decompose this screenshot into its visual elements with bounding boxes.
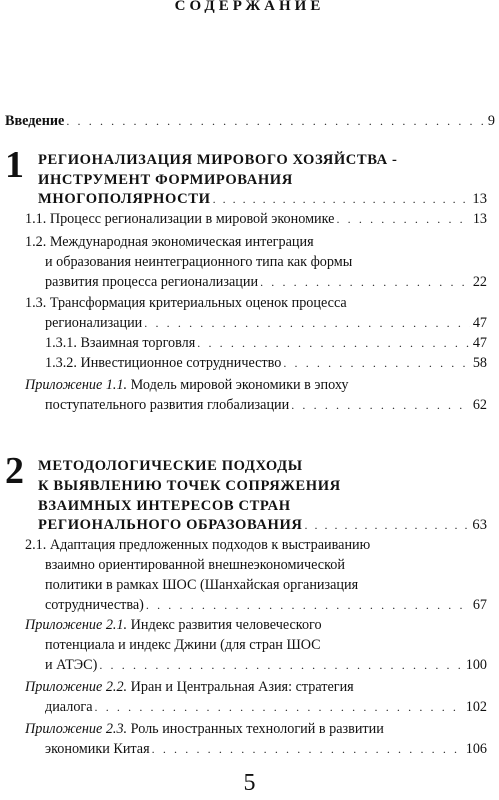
- leader-dots: [291, 396, 470, 414]
- toc-page-number: 100: [465, 657, 487, 673]
- toc-entry-appendix-2-1[interactable]: [45, 656, 487, 674]
- toc-page-number: 106: [465, 741, 487, 757]
- toc-entry-chapter2[interactable]: [38, 516, 487, 534]
- toc-entry-introduction[interactable]: [5, 112, 495, 130]
- toc-entry-1-3-1[interactable]: [45, 334, 487, 352]
- chapter-title-line: РЕГИОНАЛИЗАЦИЯ МИРОВОГО ХОЗЯЙСТВА -: [38, 152, 398, 168]
- appendix-title-line: Роль иностранных технологий в развитии: [130, 721, 384, 737]
- toc-entry-appendix-2-3[interactable]: [45, 740, 487, 758]
- toc-entry-label: поступательного развития глобализации: [45, 397, 290, 413]
- toc-entry-2-1-line: политики в рамках ШОС (Шанхайская организация: [45, 577, 359, 593]
- chapter-title-line: РЕГИОНАЛЬНОГО ОБРАЗОВАНИЯ: [38, 517, 303, 533]
- toc-page-number: 22: [472, 274, 487, 290]
- toc-entry-2-1[interactable]: [45, 596, 487, 614]
- toc-entry-label: сотрудничества): [45, 597, 144, 613]
- leader-dots: [197, 334, 470, 352]
- toc-entry-label: и АТЭС): [45, 657, 98, 673]
- leader-dots: [260, 273, 470, 291]
- appendix-label: Приложение 2.1.: [25, 617, 128, 633]
- toc-entry-appendix-1-1-line: [25, 376, 349, 394]
- toc-entry-label: регионализации: [45, 315, 143, 331]
- toc-entry-1-2-line: 1.2. Международная экономическая интеграция: [25, 234, 314, 250]
- leader-dots: [66, 112, 485, 130]
- toc-entry-appendix-2-2-line: [25, 678, 354, 696]
- appendix-label: Приложение 1.1.: [25, 377, 128, 393]
- leader-dots: [283, 354, 470, 372]
- leader-dots: [146, 596, 470, 614]
- chapter-title-line: К ВЫЯВЛЕНИЮ ТОЧЕК СОПРЯЖЕНИЯ: [38, 478, 341, 494]
- chapter-number: 1: [5, 144, 24, 186]
- toc-page-number: 47: [472, 315, 487, 331]
- chapter-number: 2: [5, 450, 24, 492]
- toc-page-number: 58: [472, 355, 487, 371]
- chapter-title-line: ИНСТРУМЕНТ ФОРМИРОВАНИЯ: [38, 172, 293, 188]
- leader-dots: [213, 190, 470, 208]
- appendix-title-line: Модель мировой экономики в эпоху: [130, 377, 349, 393]
- toc-entry-label: 1.3.2. Инвестиционное сотрудничество: [45, 355, 282, 371]
- chapter-title-line: ВЗАИМНЫХ ИНТЕРЕСОВ СТРАН: [38, 498, 291, 514]
- leader-dots: [152, 740, 463, 758]
- toc-entry-label: развития процесса регионализации: [45, 274, 259, 290]
- appendix-label: Приложение 2.2.: [25, 679, 128, 695]
- toc-page-number: 13: [472, 191, 487, 207]
- toc-page-number: 102: [465, 699, 487, 715]
- leader-dots: [95, 698, 463, 716]
- toc-entry-1-1[interactable]: [25, 210, 487, 228]
- toc-entry-label: Введение: [5, 113, 65, 129]
- appendix-label: Приложение 2.3.: [25, 721, 128, 737]
- toc-entry-appendix-2-2[interactable]: [45, 698, 487, 716]
- toc-page-number: 67: [472, 597, 487, 613]
- page-title: СОДЕРЖАНИЕ: [174, 0, 325, 14]
- toc-entry-2-1-line: взаимно ориентированной внешнеэкономической: [45, 557, 345, 573]
- toc-entry-1-3[interactable]: [45, 314, 487, 332]
- toc-page-number: 62: [472, 397, 487, 413]
- toc-page-number: 47: [472, 335, 487, 351]
- toc-entry-1-2-line: и образования неинтеграционного типа как формы: [45, 254, 353, 270]
- toc-entry-2-1-line: 2.1. Адаптация предложенных подходов к выстраиванию: [25, 537, 371, 553]
- toc-entry-1-2[interactable]: [45, 273, 487, 291]
- chapter-title-line: МНОГОПОЛЯРНОСТИ: [38, 191, 211, 207]
- leader-dots: [336, 210, 469, 228]
- toc-page-number: 13: [472, 211, 487, 227]
- leader-dots: [305, 516, 470, 534]
- leader-dots: [144, 314, 470, 332]
- toc-entry-label: диалога: [45, 699, 93, 715]
- toc-entry-1-3-2[interactable]: [45, 354, 487, 372]
- appendix-title-line: Индекс развития человеческого: [130, 617, 322, 633]
- toc-entry-chapter1[interactable]: [38, 190, 487, 208]
- toc-entry-appendix-1-1[interactable]: [45, 396, 487, 414]
- appendix-title-line: Иран и Центральная Азия: стратегия: [130, 679, 354, 695]
- toc-entry-label: экономики Китая: [45, 741, 150, 757]
- leader-dots: [99, 656, 462, 674]
- page-number: 5: [243, 770, 256, 796]
- toc-page-number: 63: [472, 517, 487, 533]
- toc-entry-1-3-line: 1.3. Трансформация критериальных оценок процесса: [25, 295, 347, 311]
- toc-entry-appendix-2-1-line: потенциала и индекс Джини (для стран ШОС: [45, 637, 321, 653]
- toc-entry-label: 1.3.1. Взаимная торговля: [45, 335, 196, 351]
- toc-page-number: 9: [487, 113, 495, 129]
- toc-entry-appendix-2-3-line: [25, 720, 384, 738]
- chapter-title-line: МЕТОДОЛОГИЧЕСКИЕ ПОДХОДЫ: [38, 458, 303, 474]
- toc-entry-label: 1.1. Процесс регионализации в мировой экономике: [25, 211, 335, 227]
- toc-entry-appendix-2-1-line: [25, 616, 322, 634]
